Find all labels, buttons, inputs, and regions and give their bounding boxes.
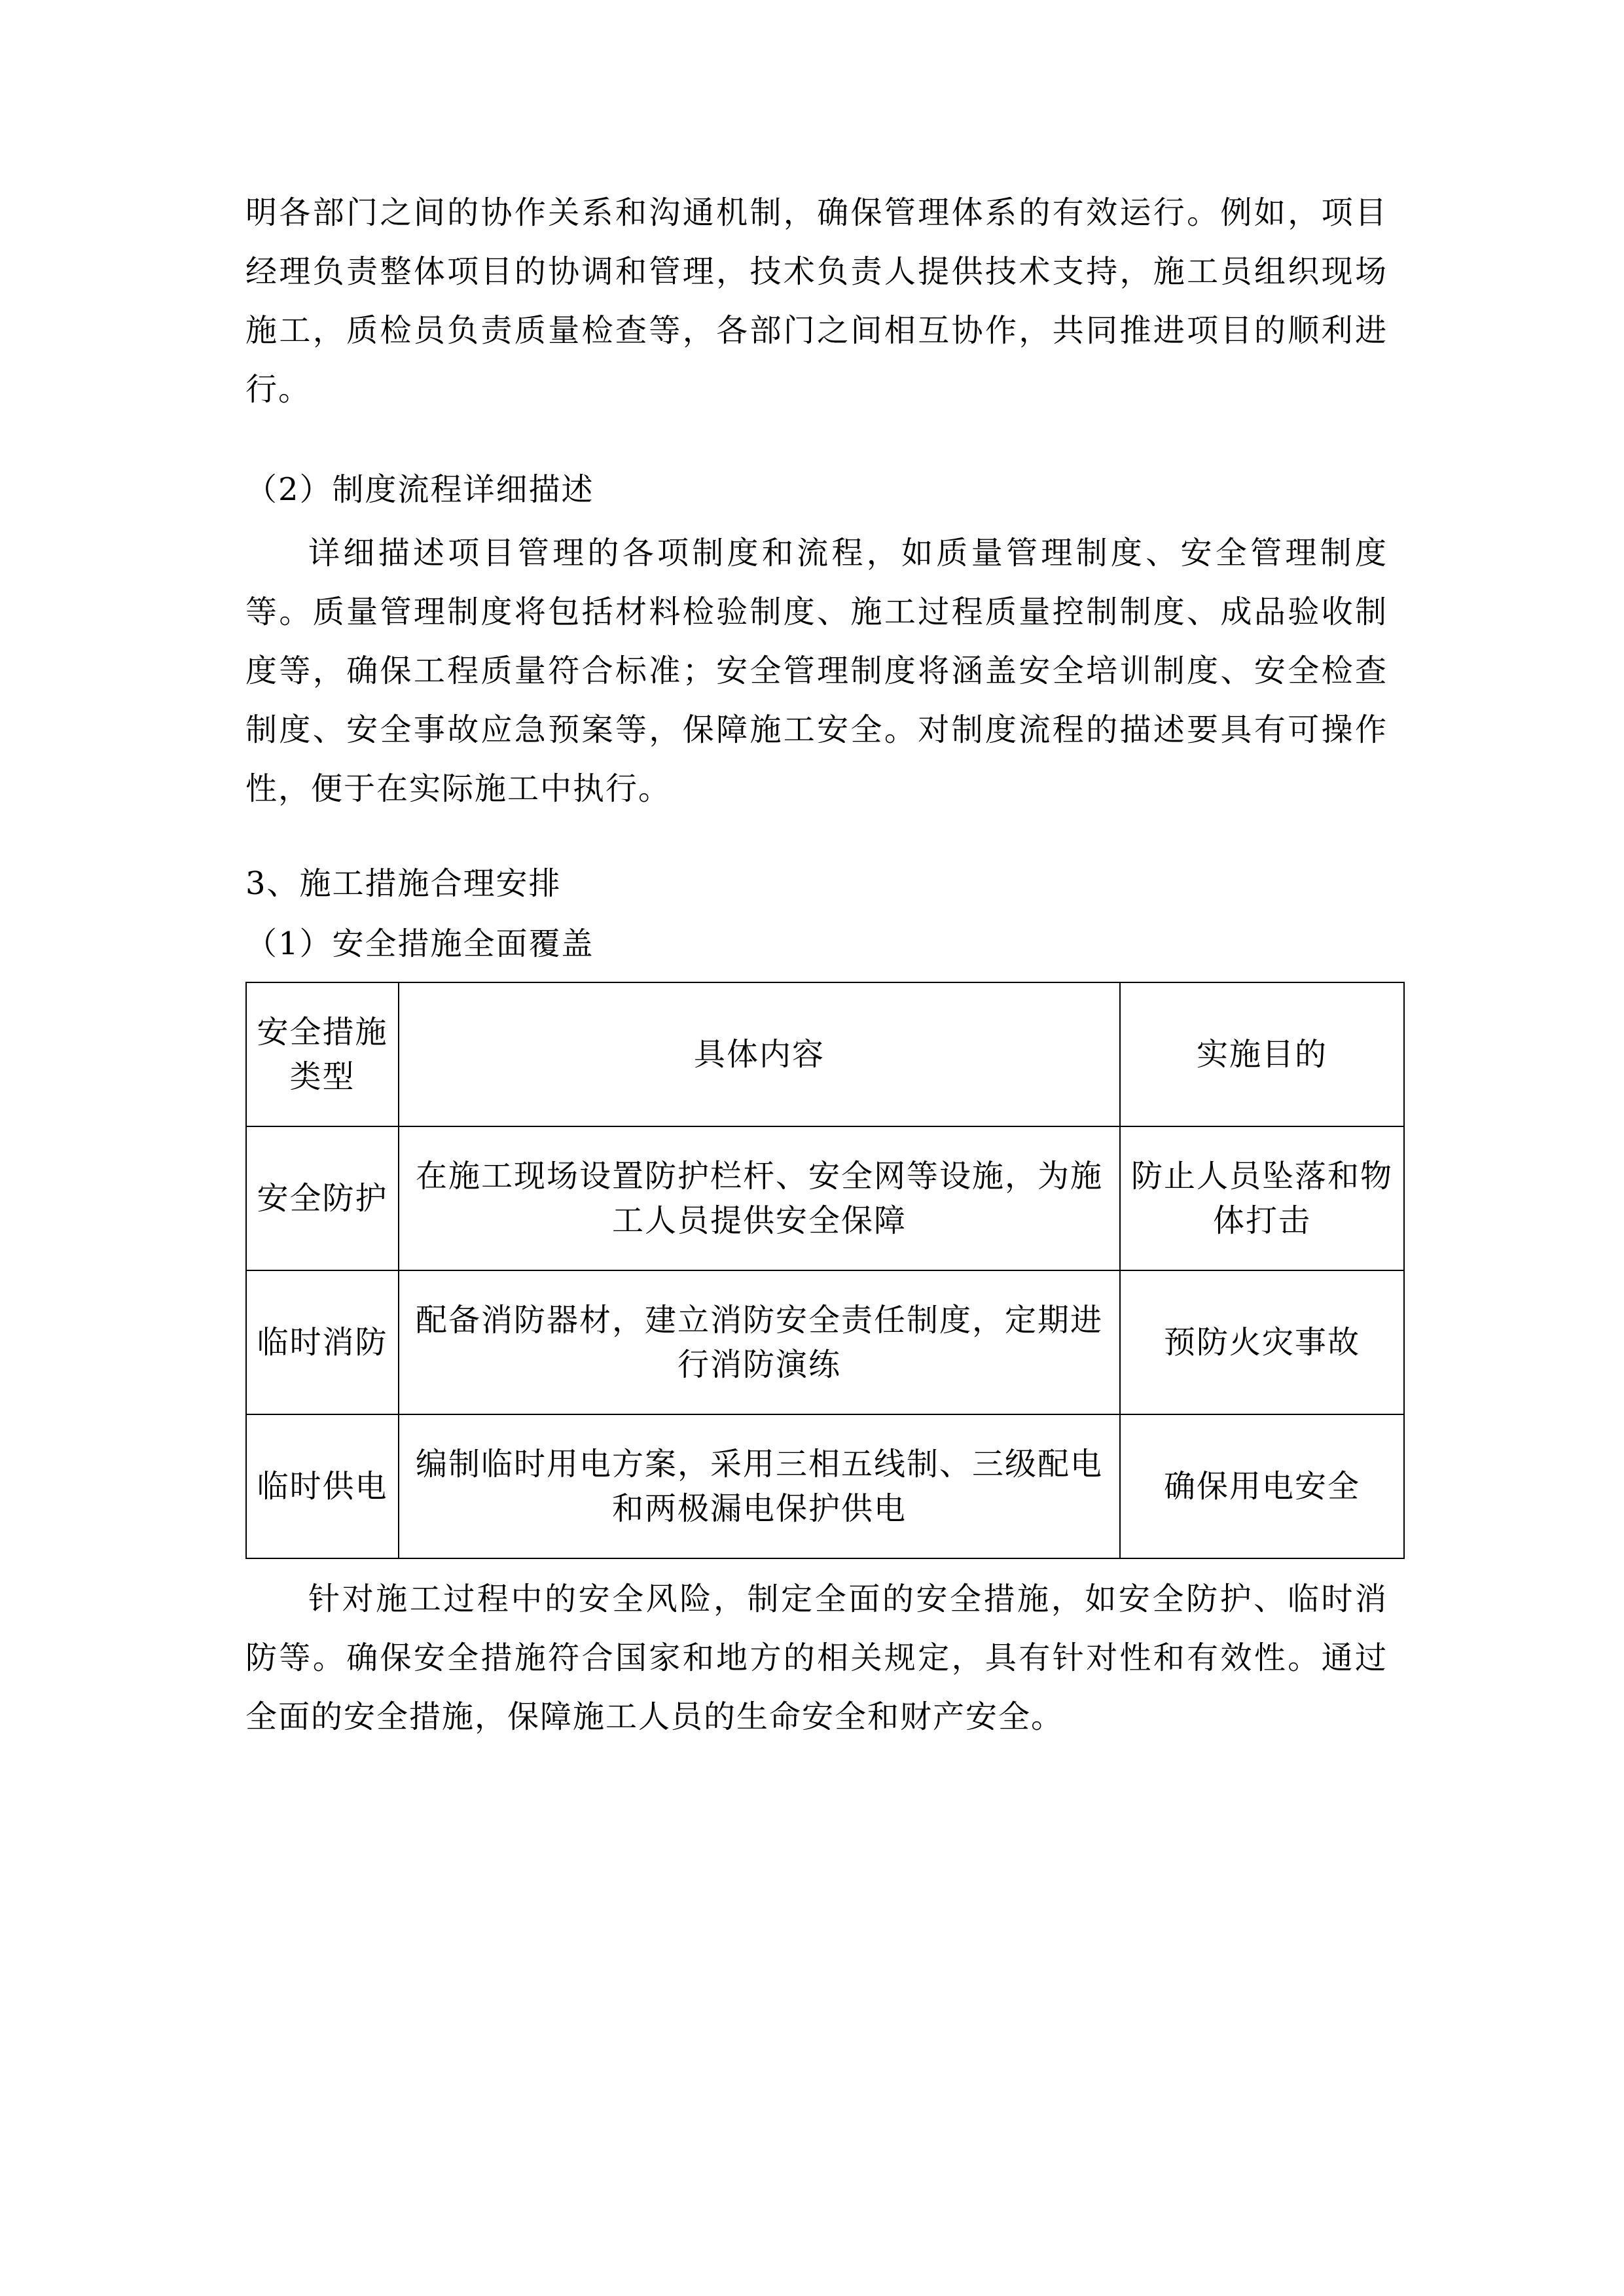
table-header-cell: 具体内容 <box>399 982 1120 1126</box>
table-cell-type: 安全防护 <box>246 1126 399 1270</box>
table-row <box>246 1126 1404 1270</box>
table-cell-purpose: 防止人员坠落和物体打击 <box>1120 1126 1404 1270</box>
table-row <box>246 1414 1404 1558</box>
table-cell-type: 临时消防 <box>246 1270 399 1414</box>
paragraph-system-process: 详细描述项目管理的各项制度和流程，如质量管理制度、安全管理制度等。质量管理制度将包括材料检验制度、施工过程质量控制制度、成品验收制度等，确保工程质量符合标准；安全管理制度将涵盖安全培训制度、安全检查制度、安全事故应急预案等，保障施工安全。对制度流程的描述要具有可操作性，便于在实际施工中执行。 <box>245 535 1388 807</box>
table-cell-content: 编制临时用电方案，采用三相五线制、三级配电和两极漏电保护供电 <box>399 1414 1120 1558</box>
table-cell-purpose: 确保用电安全 <box>1120 1414 1404 1558</box>
table-header-cell: 实施目的 <box>1120 982 1404 1126</box>
paragraph-safety-summary: 针对施工过程中的安全风险，制定全面的安全措施，如安全防护、临时消防等。确保安全措施符合国家和地方的相关规定，具有针对性和有效性。通过全面的安全措施，保障施工人员的生命安全和财产安全。 <box>245 1581 1388 1735</box>
table-row <box>246 1270 1404 1414</box>
paragraph-organization: 明各部门之间的协作关系和沟通机制，确保管理体系的有效运行。例如，项目经理负责整体项目的协调和管理，技术负责人提供技术支持，施工员组织现场施工，质检员负责质量检查等，各部门之间相互协作，共同推进项目的顺利进行。 <box>245 194 1388 408</box>
safety-measures-table <box>245 982 1405 1559</box>
table-header-row <box>246 982 1404 1126</box>
heading-system-process: （2）制度流程详细描述 <box>245 471 594 508</box>
table-header-cell: 安全措施类型 <box>246 982 399 1126</box>
table-cell-type: 临时供电 <box>246 1414 399 1558</box>
table-cell-content: 在施工现场设置防护栏杆、安全网等设施，为施工人员提供安全保障 <box>399 1126 1120 1270</box>
table-cell-purpose: 预防火灾事故 <box>1120 1270 1404 1414</box>
table-cell-content: 配备消防器材，建立消防安全责任制度，定期进行消防演练 <box>399 1270 1120 1414</box>
heading-construction-measures: 3、施工措施合理安排 <box>245 865 562 902</box>
heading-safety-measures: （1）安全措施全面覆盖 <box>245 925 594 962</box>
